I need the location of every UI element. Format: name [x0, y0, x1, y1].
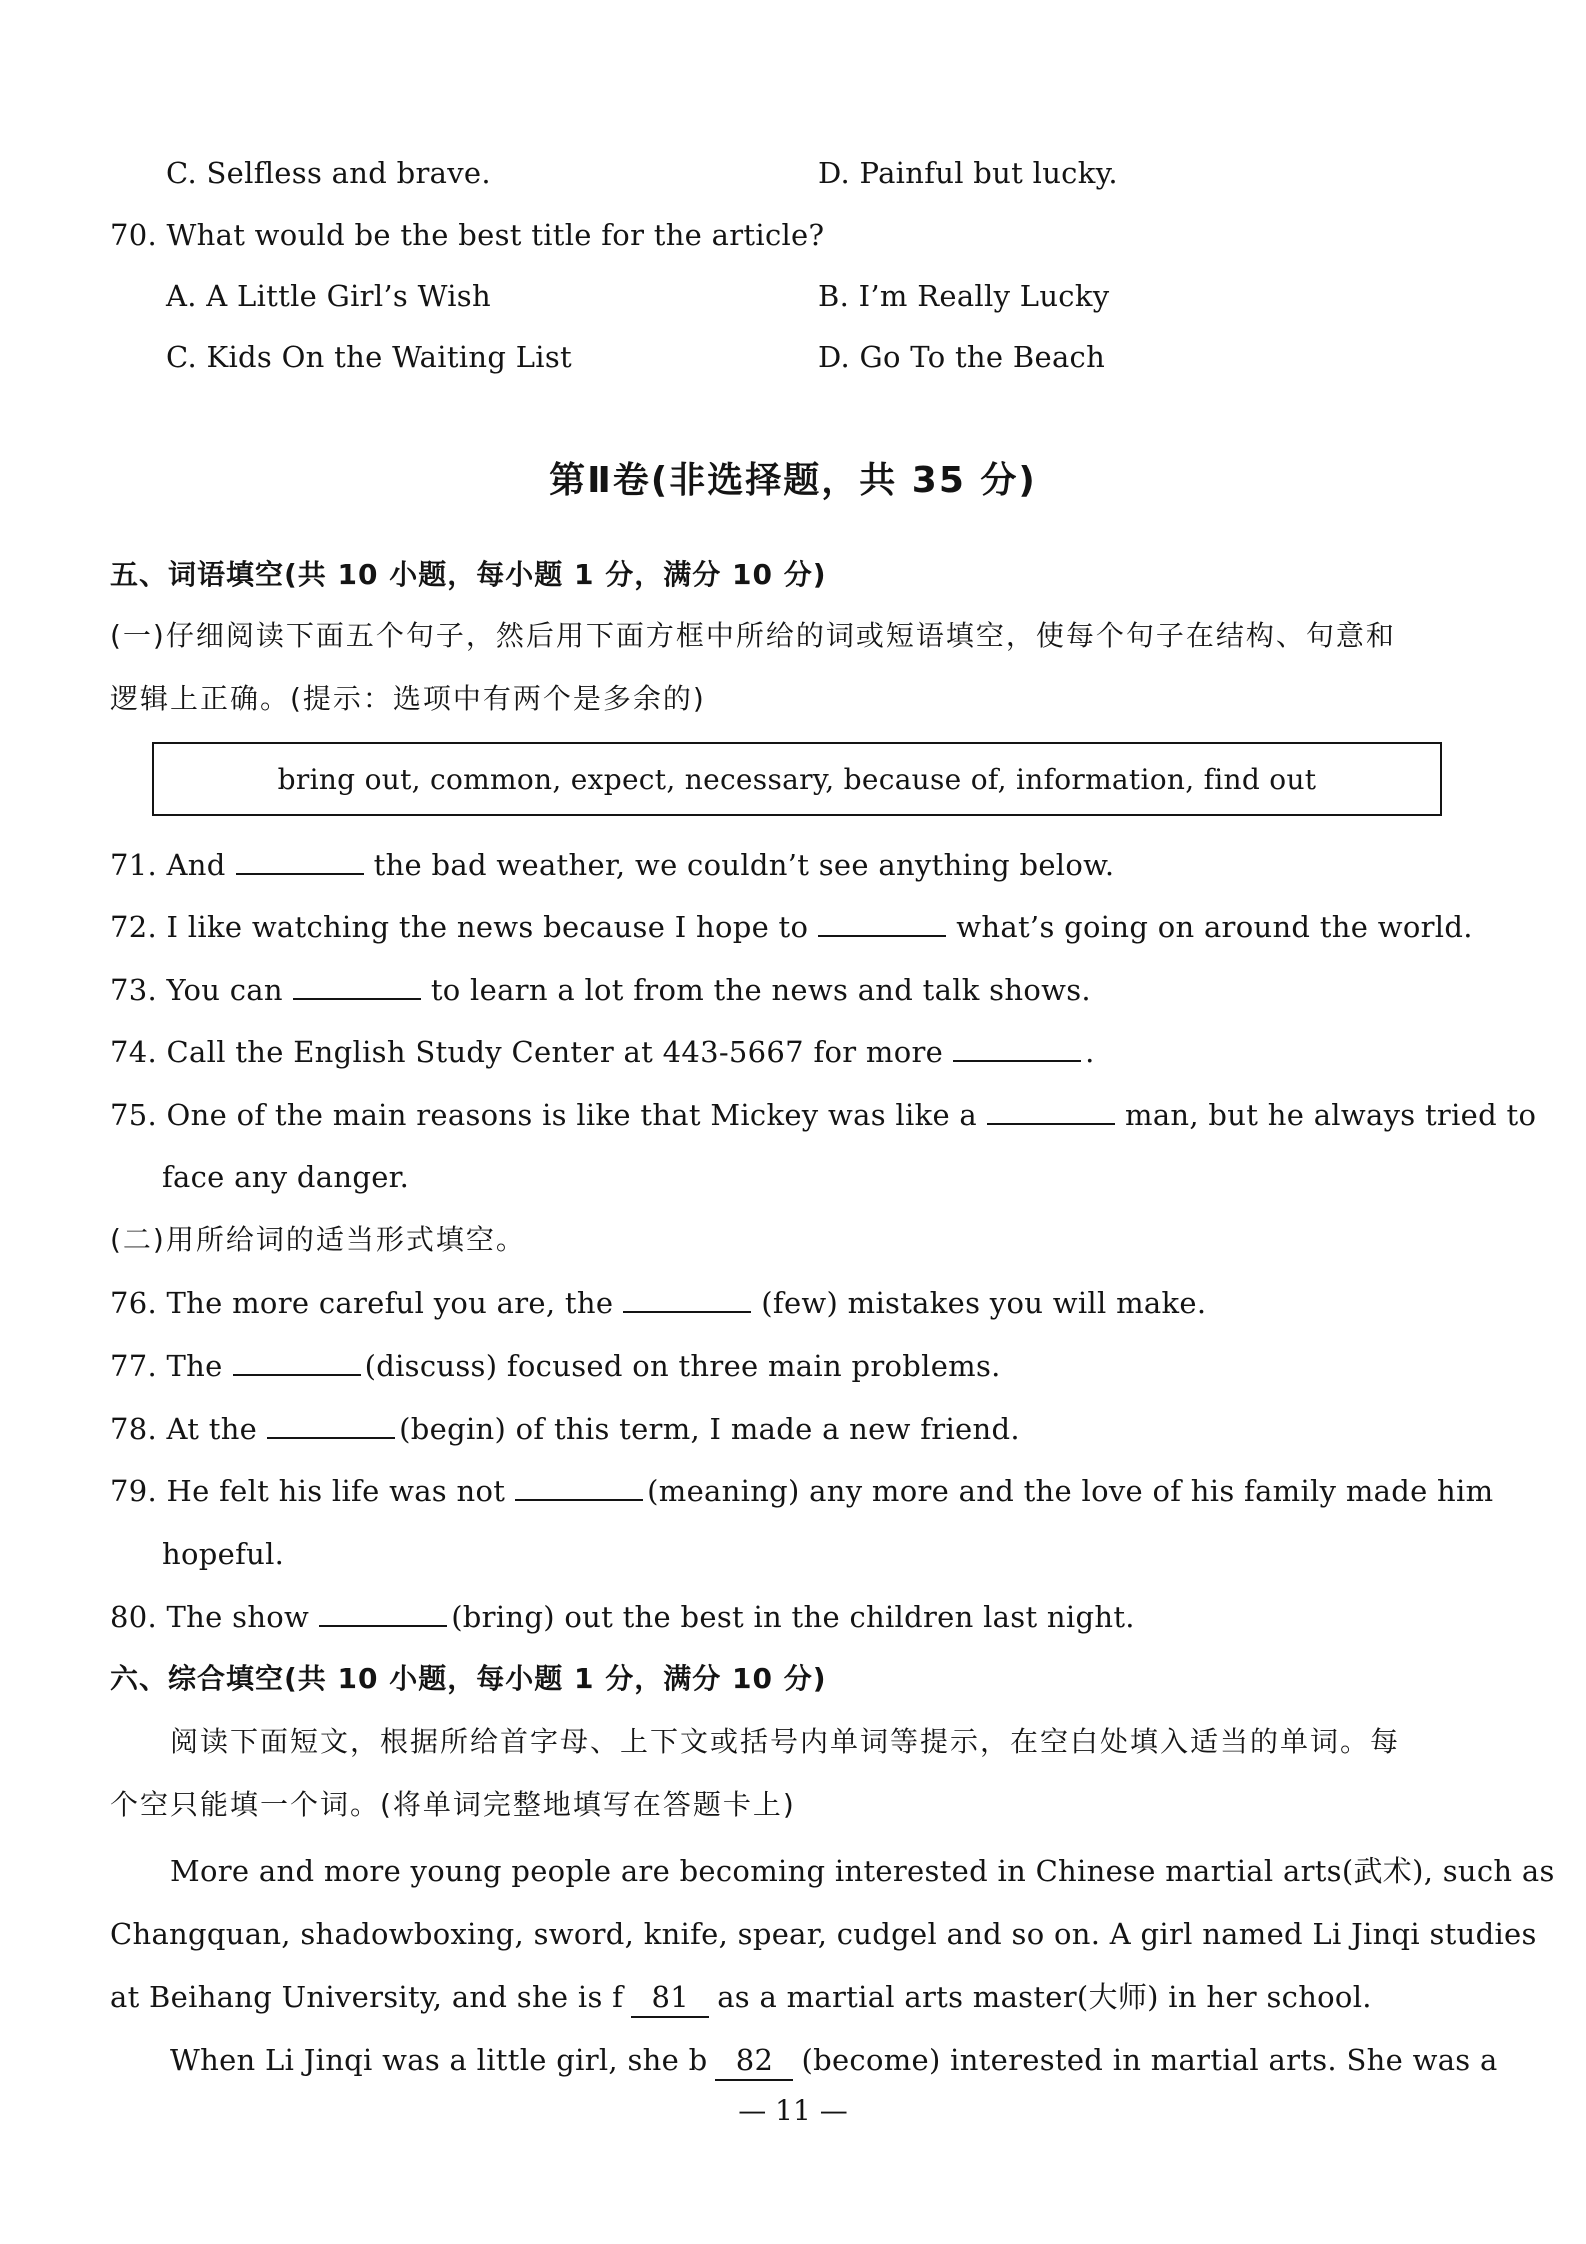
- q78-text-after: (begin) of this term, I made a new friend.: [399, 1412, 1020, 1446]
- word-box: [152, 742, 1442, 816]
- question-74: [110, 1033, 1095, 1071]
- answer-blank-81[interactable]: 81: [631, 1978, 709, 2018]
- q76-text-before: 76. The more careful you are, the: [110, 1286, 614, 1320]
- q72-text-after: what’s going on around the world.: [956, 910, 1473, 944]
- q73-text-after: to learn a lot from the news and talk shows.: [430, 973, 1091, 1007]
- answer-blank-76[interactable]: [623, 1289, 751, 1313]
- section5-sub2-instruction: (二)用所给词的适当形式填空。: [110, 1223, 526, 1256]
- q71-text-before: 71. And: [110, 848, 226, 882]
- q74-text-after: .: [1085, 1035, 1095, 1069]
- answer-blank-77[interactable]: [233, 1352, 361, 1376]
- question-76: [110, 1284, 1206, 1322]
- q79-continuation: hopeful.: [162, 1537, 285, 1571]
- q77-text-after: (discuss) focused on three main problems.: [364, 1349, 1001, 1383]
- q73-text-before: 73. You can: [110, 973, 283, 1007]
- question-71: [110, 846, 1114, 884]
- q80-text-after: (bring) out the best in the children last night.: [451, 1600, 1135, 1634]
- q78-text-before: 78. At the: [110, 1412, 258, 1446]
- answer-blank-82[interactable]: 82: [715, 2041, 793, 2081]
- q70-option-b: B. I’m Really Lucky: [818, 279, 1110, 313]
- passage-p2-line1-before: When Li Jinqi was a little girl, she b: [170, 2043, 708, 2077]
- passage-p1-line1: More and more young people are becoming interested in Chinese martial arts(武术), such as: [170, 1854, 1555, 1888]
- section6-instruction-line2: 个空只能填一个词。(将单词完整地填写在答题卡上): [110, 1788, 796, 1821]
- q79-text-before: 79. He felt his life was not: [110, 1474, 506, 1508]
- q70-option-d: D. Go To the Beach: [818, 340, 1106, 374]
- q79-text-after: (meaning) any more and the love of his family made him: [647, 1474, 1494, 1508]
- page-number: — 11 —: [738, 2094, 848, 2127]
- answer-blank-79[interactable]: [515, 1477, 643, 1501]
- passage-p1-line2: Changquan, shadowboxing, sword, knife, spear, cudgel and so on. A girl named Li Jinqi studies: [110, 1917, 1537, 1951]
- q75-text-after: man, but he always tried to: [1125, 1098, 1537, 1132]
- answer-blank-72[interactable]: [818, 913, 946, 937]
- part2-title: 第Ⅱ卷(非选择题，共 35 分): [549, 460, 1037, 501]
- answer-blank-75[interactable]: [987, 1101, 1115, 1125]
- q71-text-after: the bad weather, we couldn’t see anything below.: [373, 848, 1115, 882]
- q70-option-a: A. A Little Girl’s Wish: [166, 279, 491, 313]
- section5-heading: 五、词语填空(共 10 小题，每小题 1 分，满分 10 分): [110, 558, 827, 591]
- q69-option-d: D. Painful but lucky.: [818, 156, 1118, 190]
- question-78: [110, 1410, 1020, 1448]
- section5-instruction-line2: 逻辑上正确。(提示：选项中有两个是多余的): [110, 682, 706, 715]
- passage-p1-line3: [110, 1978, 1372, 2018]
- q77-text-before: 77. The: [110, 1349, 223, 1383]
- question-75: [110, 1096, 1536, 1134]
- section6-instruction-line1: 阅读下面短文，根据所给首字母、上下文或括号内单词等提示，在空白处填入适当的单词。每: [170, 1725, 1401, 1758]
- section6-heading: 六、综合填空(共 10 小题，每小题 1 分，满分 10 分): [110, 1662, 827, 1695]
- q80-text-before: 80. The show: [110, 1600, 310, 1634]
- question-79: [110, 1472, 1493, 1510]
- q69-option-c: C. Selfless and brave.: [166, 156, 491, 190]
- q76-text-after: (few) mistakes you will make.: [761, 1286, 1207, 1320]
- q72-text-before: 72. I like watching the news because I hope to: [110, 910, 809, 944]
- passage-p2-line1: [170, 2041, 1498, 2081]
- passage-p1-line3-before: at Beihang University, and she is f: [110, 1980, 624, 2014]
- q75-text-before: 75. One of the main reasons is like that Mickey was like a: [110, 1098, 978, 1132]
- q70-stem: 70. What would be the best title for the article?: [110, 218, 825, 252]
- answer-blank-78[interactable]: [267, 1415, 395, 1439]
- question-77: [110, 1347, 1001, 1385]
- question-80: [110, 1598, 1135, 1636]
- answer-blank-71[interactable]: [236, 851, 364, 875]
- answer-blank-74[interactable]: [953, 1038, 1081, 1062]
- q74-text-before: 74. Call the English Study Center at 443-5667 for more: [110, 1035, 944, 1069]
- question-72: [110, 908, 1473, 946]
- answer-blank-80[interactable]: [319, 1603, 447, 1627]
- question-73: [110, 971, 1091, 1009]
- passage-p2-line1-after: (become) interested in martial arts. She was a: [801, 2043, 1498, 2077]
- q75-continuation: face any danger.: [162, 1160, 410, 1194]
- answer-blank-73[interactable]: [293, 976, 421, 1000]
- word-box-options: bring out, common, expect, necessary, because of, information, find out: [277, 762, 1317, 796]
- q70-option-c: C. Kids On the Waiting List: [166, 340, 572, 374]
- section5-instruction-line1: (一)仔细阅读下面五个句子，然后用下面方框中所给的词或短语填空，使每个句子在结构、句意和: [110, 619, 1396, 652]
- passage-p1-line3-after: as a martial arts master(大师) in her school.: [717, 1980, 1372, 2014]
